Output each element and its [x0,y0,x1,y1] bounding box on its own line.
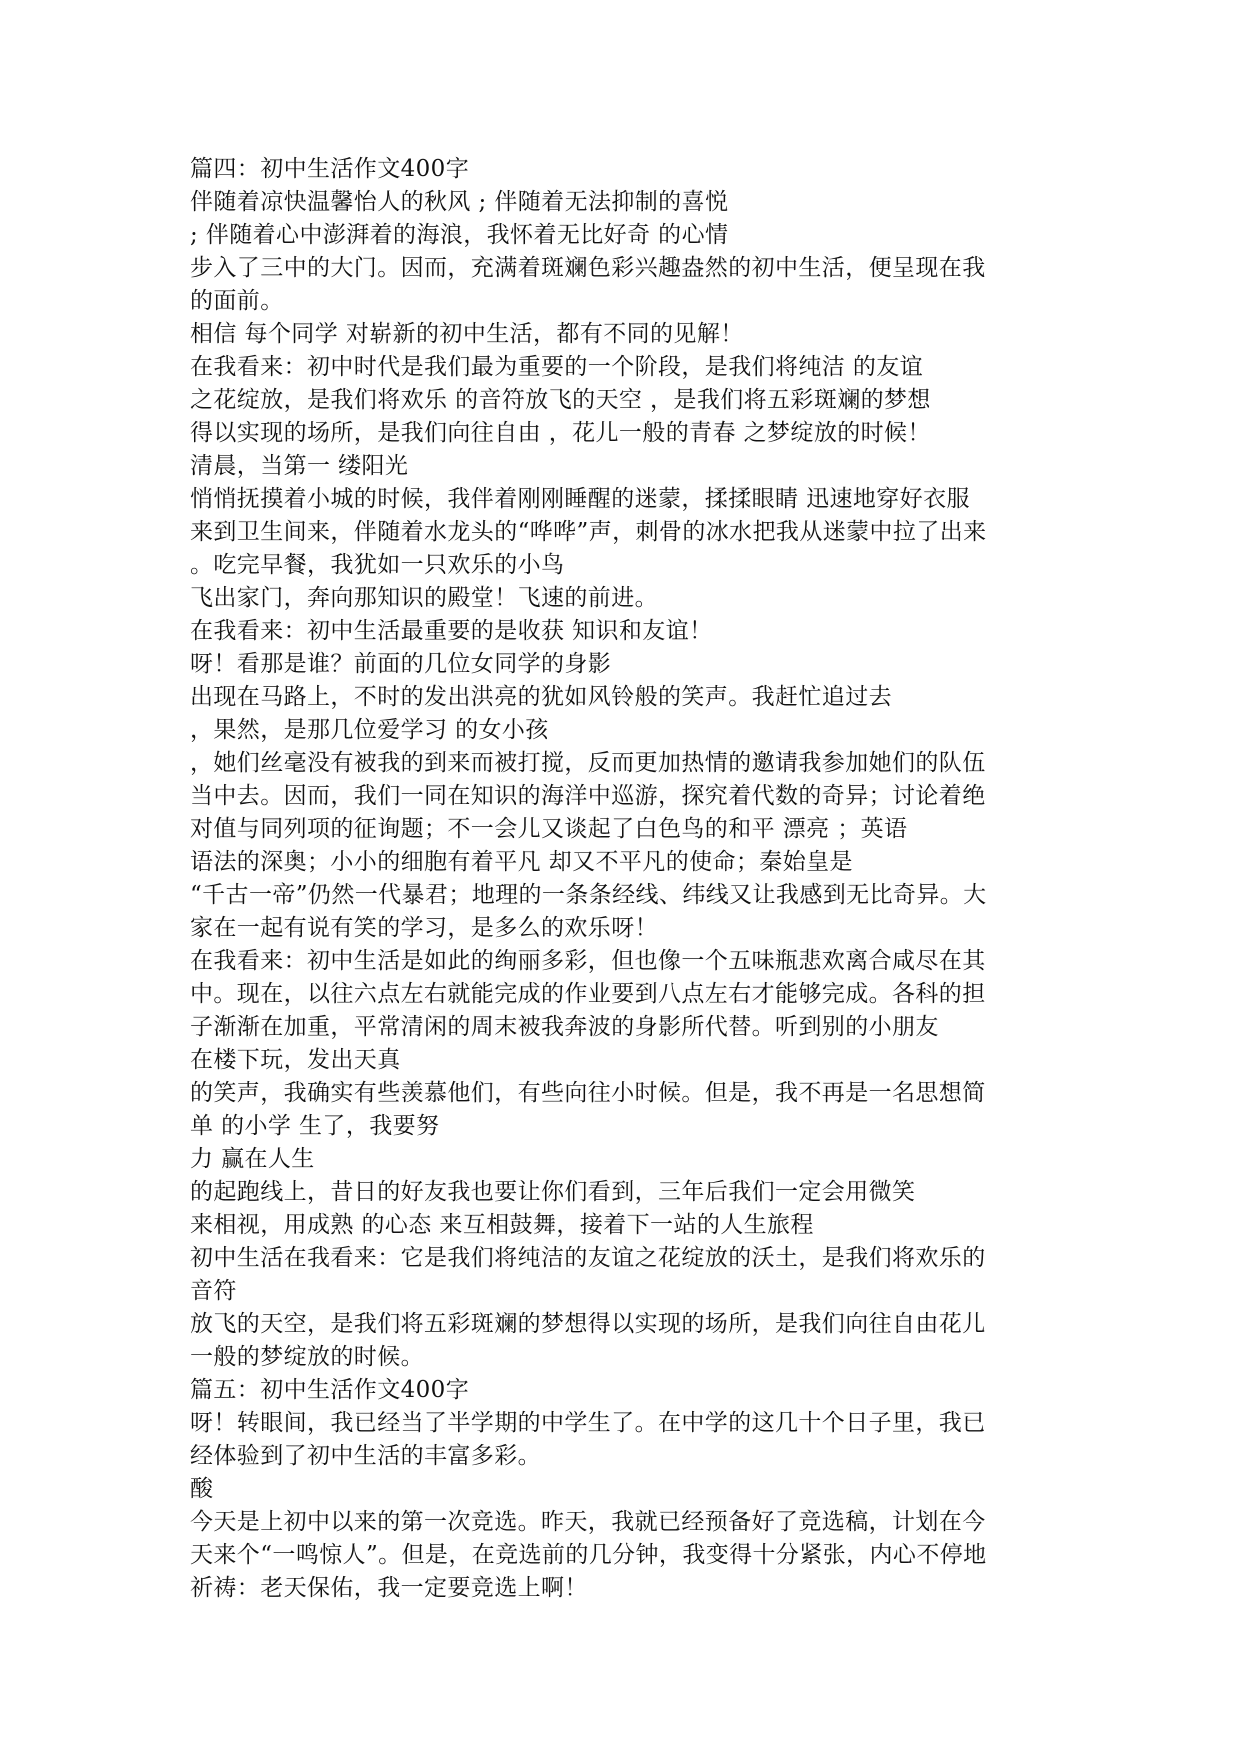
text-line: 酸 [190,1476,214,1502]
text-line: 呀！转眼间，我已经当了半学期的中学生了。在中学的这几十个日子里，我已 [190,1410,986,1436]
text-line: 家在一起有说有笑的学习，是多么的欢乐呀！ [190,915,658,941]
text-line: 今天是上初中以来的第一次竞选。昨天，我就已经预备好了竞选稿，计划在今 [190,1509,986,1535]
text-line: 篇四：初中生活作文400字 [190,156,470,182]
text-line: 出现在马路上，不时的发出洪亮的犹如风铃般的笑声。我赶忙追过去 [190,684,892,710]
text-line: 得以实现的场所，是我们向往自由 ，花儿一般的青春 之梦绽放的时候！ [190,420,931,446]
text-line: 在我看来：初中生活是如此的绚丽多彩，但也像一个五味瓶悲欢离合咸尽在其 [190,948,986,974]
text-line: 在我看来：初中时代是我们最为重要的一个阶段，是我们将纯洁 的友谊 [190,354,924,380]
text-line: 语法的深奥；小小的细胞有着平凡 却又不平凡的使命；秦始皇是 [190,849,853,875]
text-line: 的笑声，我确实有些羡慕他们，有些向往小时候。但是，我不再是一名思想简 [190,1080,986,1106]
text-line: 篇五：初中生活作文400字 [190,1377,470,1403]
text-line: 伴随着凉快温馨怡人的秋风 ; 伴随着无法抑制的喜悦 [190,189,729,215]
text-line: 呀！看那是谁？前面的几位女同学的身影 [190,651,612,677]
text-line: 初中生活在我看来：它是我们将纯洁的友谊之花绽放的沃土，是我们将欢乐的 [190,1245,986,1271]
text-line: 在楼下玩，发出天真 [190,1047,401,1073]
text-line: 相信 每个同学 对崭新的初中生活，都有不同的见解！ [190,321,744,347]
text-line: “千古一帝”仍然一代暴君；地理的一条条经线、纬线又让我感到无比奇异。大 [190,882,987,908]
text-line: 单 的小学 生了，我要努 [190,1113,440,1139]
text-line: 当中去。因而，我们一同在知识的海洋中巡游，探究着代数的奇异；讨论着绝 [190,783,986,809]
text-line: 之花绽放，是我们将欢乐 的音符放飞的天空 ，是我们将五彩斑斓的梦想 [190,387,931,413]
text-line: 子渐渐在加重，平常清闲的周末被我奔波的身影所代替。听到别的小朋友 [190,1014,939,1040]
text-line: 中。现在，以往六点左右就能完成的作业要到八点左右才能够完成。各科的担 [190,981,986,1007]
text-line: 。吃完早餐，我犹如一只欢乐的小鸟 [190,552,565,578]
text-line: 对值与同列项的征询题；不一会儿又谈起了白色鸟的和平 漂亮 ；英语 [190,816,908,842]
text-line: ，果然，是那几位爱学习 的女小孩 [190,717,549,743]
text-line: 天来个“一鸣惊人”。但是，在竞选前的几分钟，我变得十分紧张，内心不停地 [190,1542,987,1568]
text-line: 悄悄抚摸着小城的时候，我伴着刚刚睡醒的迷蒙，揉揉眼睛 迅速地穿好衣服 [190,486,970,512]
text-line: ; 伴随着心中澎湃着的海浪，我怀着无比好奇 的心情 [190,222,729,248]
text-line: 在我看来：初中生活最重要的是收获 知识和友谊！ [190,618,713,644]
text-line: 步入了三中的大门。因而，充满着斑斓色彩兴趣盎然的初中生活，便呈现在我 [190,255,986,281]
text-line: 放飞的天空，是我们将五彩斑斓的梦想得以实现的场所，是我们向往自由花儿 [190,1311,986,1337]
text-line: ，她们丝毫没有被我的到来而被打搅，反而更加热情的邀请我参加她们的队伍 [190,750,986,776]
text-line: 音符 [190,1278,237,1304]
text-line: 经体验到了初中生活的丰富多彩。 [190,1443,541,1469]
text-line: 力 赢在人生 [190,1146,315,1172]
document-body [190,153,1050,1605]
text-line: 的面前。 [190,288,284,314]
text-line: 一般的梦绽放的时候。 [190,1344,424,1370]
text-line: 祈祷：老天保佑，我一定要竞选上啊！ [190,1575,588,1601]
text-line: 清晨，当第一 缕阳光 [190,453,409,479]
text-line: 来相视，用成熟 的心态 来互相鼓舞，接着下一站的人生旅程 [190,1212,814,1238]
text-line: 的起跑线上，昔日的好友我也要让你们看到，三年后我们一定会用微笑 [190,1179,916,1205]
text-line: 来到卫生间来，伴随着水龙头的“哗哗”声，刺骨的冰水把我从迷蒙中拉了出来 [190,519,987,545]
text-line: 飞出家门，奔向那知识的殿堂！飞速的前进。 [190,585,658,611]
